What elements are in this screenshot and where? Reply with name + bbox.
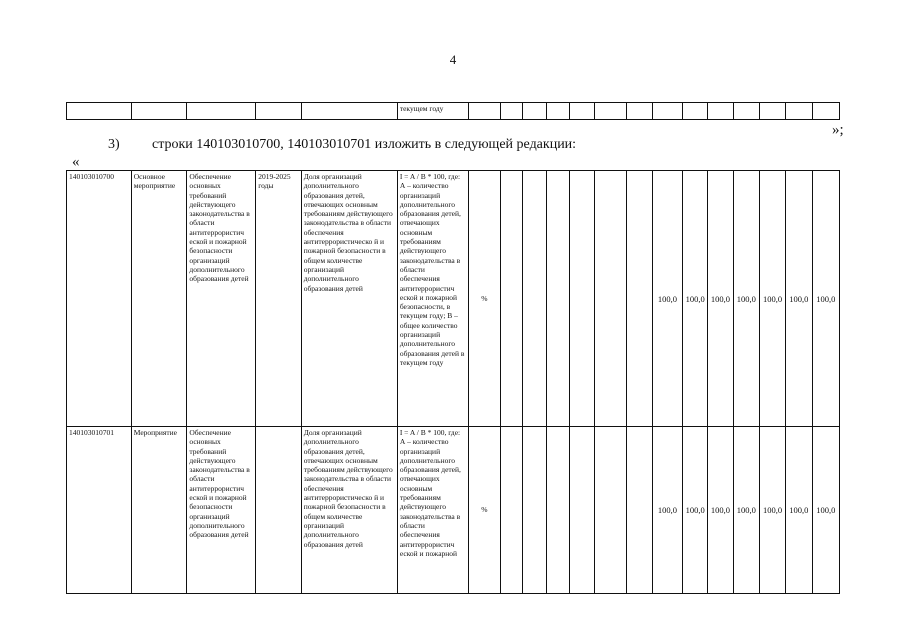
row-value: 100,0 [786, 171, 812, 427]
cell [131, 103, 187, 120]
cell [523, 171, 546, 427]
table-row [67, 171, 840, 427]
cell [733, 103, 759, 120]
row-indicator: Доля организаций дополнительного образования детей, отвечающих основным требованиям действующего законодательства в области обеспечения антитеррористическо й и пожарной безопасности в общем количестве организаций дополнительного образования детей [301, 427, 397, 594]
row-type: Основное мероприятие [131, 171, 187, 427]
row-value: 100,0 [786, 427, 812, 594]
cell [569, 103, 594, 120]
cell [301, 103, 397, 120]
item-number: 3) [108, 137, 120, 152]
row-value: 100,0 [733, 171, 759, 427]
cell [595, 427, 627, 594]
cell [627, 427, 652, 594]
cell [652, 103, 682, 120]
cell [708, 103, 733, 120]
row-value: 100,0 [708, 427, 733, 594]
cell [786, 103, 812, 120]
row-indicator: Доля организаций дополнительного образования детей, отвечающих основным требованиям действующего законодательства в области обеспечения антитеррористическо й и пожарной безопасности в общем количестве организаций дополнительного образования детей [301, 171, 397, 427]
cell [683, 103, 708, 120]
cell [546, 171, 569, 427]
row-type: Мероприятие [131, 427, 187, 594]
previous-table-tail [66, 102, 840, 120]
cell [523, 103, 546, 120]
cell [67, 103, 132, 120]
row-value: 100,0 [759, 171, 785, 427]
row-unit: % [468, 427, 500, 594]
row-code: 140103010700 [67, 171, 132, 427]
row-name: Обеспечение основных требований действующего законодательства в области антитеррористич еской и пожарной безопасности организаций дополнительного образования детей [187, 171, 256, 427]
cell [501, 427, 523, 594]
row-value: 100,0 [708, 171, 733, 427]
closing-quote: »; [832, 122, 844, 138]
cell [759, 103, 785, 120]
cell [468, 103, 500, 120]
cell [627, 103, 652, 120]
instruction-text: строки 140103010700, 140103010701 изложить в следующей редакции: [152, 137, 577, 152]
page-number: 4 [449, 52, 457, 67]
cell [569, 171, 594, 427]
row-code: 140103010701 [67, 427, 132, 594]
row-value: 100,0 [652, 427, 682, 594]
row-value: 100,0 [812, 171, 839, 427]
cell [595, 171, 627, 427]
cell [501, 103, 523, 120]
row-formula: I = A / B * 100, где: А – количество организаций дополнительного образования детей, отвечающих основным требованиям действующего законодательства в области обеспечения антитеррористич еской и пожарной [397, 427, 468, 594]
row-value: 100,0 [759, 427, 785, 594]
cell [627, 171, 652, 427]
row-unit: % [468, 171, 500, 427]
cell [595, 103, 627, 120]
row-period: 2019-2025 годы [256, 171, 302, 427]
cell [546, 427, 569, 594]
row-value: 100,0 [652, 171, 682, 427]
row-value: 100,0 [733, 427, 759, 594]
row-value: 100,0 [683, 171, 708, 427]
cell [569, 427, 594, 594]
cell [523, 427, 546, 594]
row-value: 100,0 [812, 427, 839, 594]
row-value: 100,0 [683, 427, 708, 594]
cell [256, 103, 302, 120]
program-table [66, 170, 840, 594]
table-row [67, 427, 840, 594]
cell [546, 103, 569, 120]
top-unit-cell: текущем году [397, 103, 468, 120]
opening-quote: « [72, 154, 80, 170]
cell [501, 171, 523, 427]
row-name: Обеспечение основных требований действующего законодательства в области антитеррористич еской и пожарной безопасности организаций дополнительного образования детей [187, 427, 256, 594]
cell [812, 103, 839, 120]
row-period [256, 427, 302, 594]
row-formula: I = A / B * 100, где: А – количество организаций дополнительного образования детей, отвечающих основным требованиям действующего законодательства в области обеспечения антитеррористич еской и пожарной безопасности, в текущем году; В – общее количество организаций дополнительного образования детей в текущем году [397, 171, 468, 427]
cell [187, 103, 256, 120]
